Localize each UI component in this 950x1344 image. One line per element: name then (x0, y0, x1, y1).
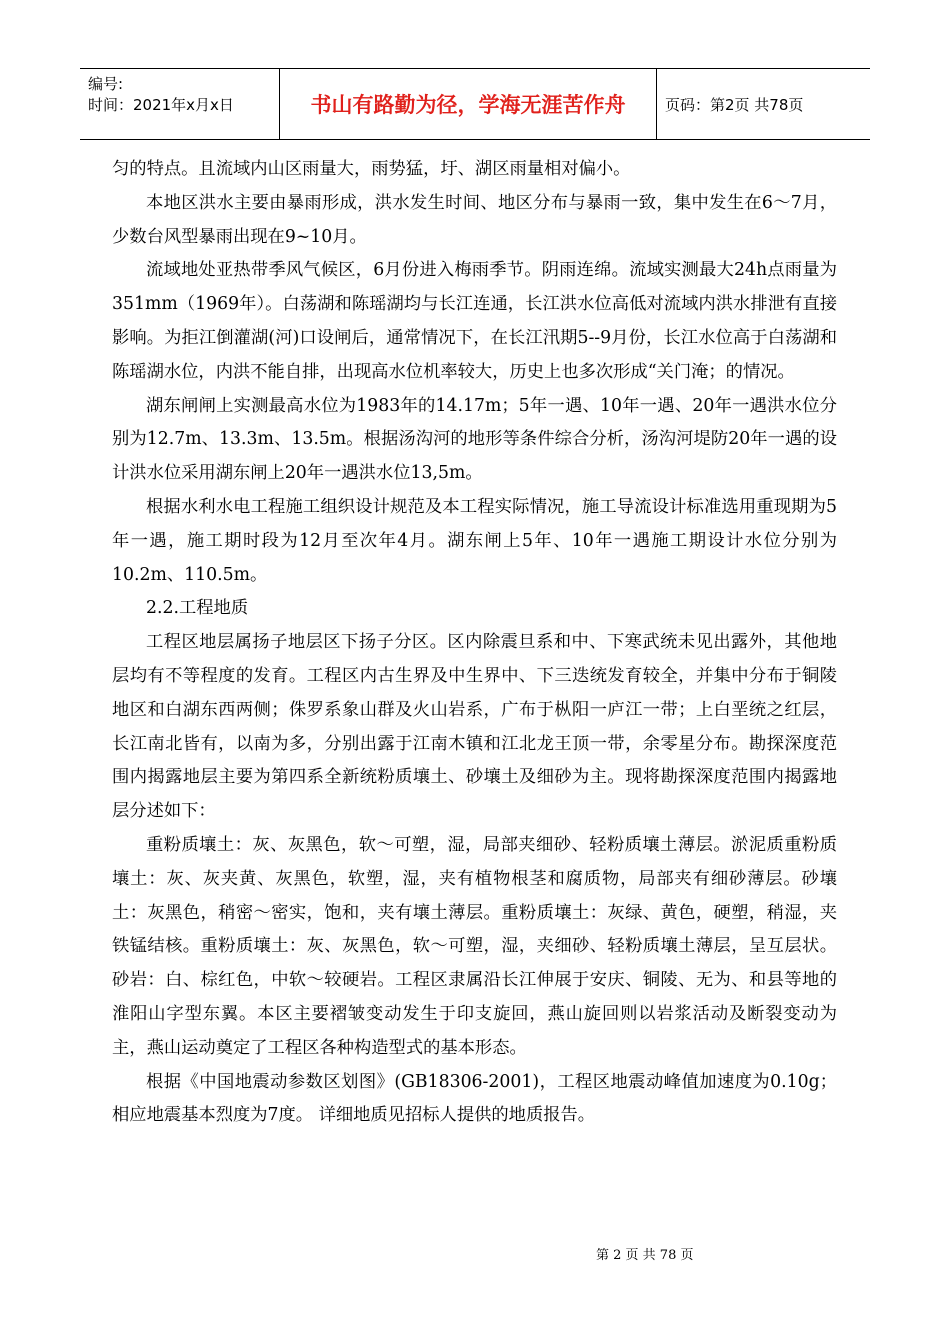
page-header (80, 68, 870, 140)
paragraph: 根据《中国地震动参数区划图》(GB18306-2001)，工程区地震动峰值加速度为0.10g；相应地震基本烈度为7度。 详细地质见招标人提供的地质报告。 (112, 1071, 837, 1126)
header-motto: 书山有路勤为径，学海无涯苦作舟 (280, 69, 657, 139)
header-meta (80, 69, 280, 139)
section-heading: 2.2.工程地质 (146, 598, 249, 619)
paragraph: 湖东闸闸上实测最高水位为1983年的14.17m；5年一遇、10年一遇、20年一遇洪水位分别为12.7m、13.3m、13.5m。根据汤沟河的地形等条件综合分析，汤沟河堤防20年一遇的设计洪水位采用湖东闸上20年一遇洪水位13,5m。 (112, 395, 837, 484)
document-number-label: 编号: (88, 75, 124, 93)
paragraph: 根据水利水电工程施工组织设计规范及本工程实际情况，施工导流设计标准选用重现期为5年一遇，施工期时段为12月至次年4月。湖东闸上5年、10年一遇施工期设计水位分别为10.2m、110.5m。 (112, 496, 837, 585)
document-date-label: 时间：2021年x月x日 (88, 96, 234, 114)
header-page-number: 页码：第2页 共78页 (665, 95, 804, 114)
paragraph: 工程区地层属扬子地层区下扬子分区。区内除震旦系和中、下寒武统未见出露外，其他地层均有不等程度的发育。工程区内古生界及中生界中、下三迭统发育较全，并集中分布于铜陵地区和白湖东西两侧；侏罗系象山群及火山岩系，广布于枞阳一庐江一带；上白垩统之红层，长江南北皆有，以南为多，分别出露于江南木镇和江北龙王顶一带，余零星分布。勘探深度范围内揭露地层主要为第四系全新统粉质壤土、砂壤土及细砂为主。现将勘探深度范围内揭露地层分述如下： (112, 632, 837, 822)
paragraph: 匀的特点。且流域内山区雨量大，雨势猛，圩、湖区雨量相对偏小。 (112, 159, 631, 179)
footer-page-number: 第 2 页 共 78 页 (596, 1248, 694, 1263)
paragraph: 本地区洪水主要由暴雨形成，洪水发生时间、地区分布与暴雨一致，集中发生在6～7月，少数台风型暴雨出现在9~10月。 (112, 192, 837, 247)
document-body (112, 153, 837, 1133)
paragraph: 重粉质壤土：灰、灰黑色，软～可塑，湿，局部夹细砂、轻粉质壤土薄层。淤泥质重粉质壤土：灰、灰夹黄、灰黑色，软塑，湿，夹有植物根茎和腐质物，局部夹有细砂薄层。砂壤土：灰黑色，稍密～密实，饱和，夹有壤土薄层。重粉质壤土：灰绿、黄色，硬塑，稍湿，夹铁锰结核。重粉质壤土：灰、灰黑色，软～可塑，湿，夹细砂、轻粉质壤土薄层，呈互层状。砂岩：白、棕红色，中软～较硬岩。工程区隶属沿长江伸展于安庆、铜陵、无为、和县等地的淮阳山字型东翼。本区主要褶皱变动发生于印支旋回，燕山旋回则以岩浆活动及断裂变动为主，燕山运动奠定了工程区各种构造型式的基本形态。 (112, 834, 837, 1058)
paragraph: 流域地处亚热带季风气候区，6月份进入梅雨季节。阴雨连绵。流域实测最大24h点雨量为351mm（1969年）。白荡湖和陈瑶湖均与长江连通，长江洪水位高低对流域内洪水排泄有直接影响。为拒江倒灌湖(河)口设闸后，通常情况下，在长江汛期5--9月份，长江水位高于白荡湖和陈瑶湖水位，内洪不能自排，出现高水位机率较大，历史上也多次形成“关门淹；的情况。 (112, 260, 837, 382)
